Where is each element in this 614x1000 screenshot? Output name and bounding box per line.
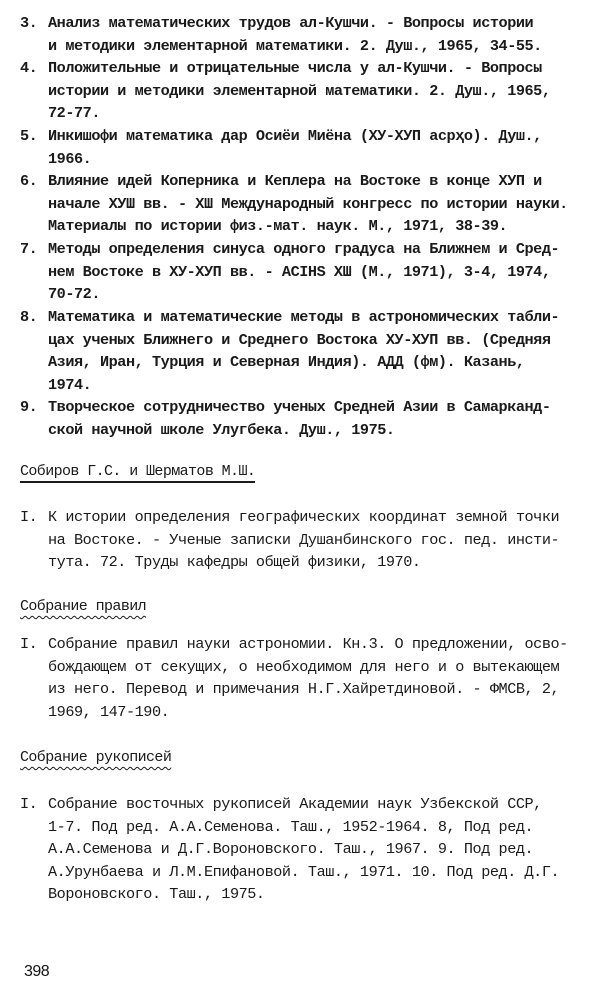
entry-text: Собрание правил науки астрономии. Кн.3. О предложении, осво- бождающем от секущих, о необходимом для него и о вытекающем из него. Перевод и примечания Н.Г.Хайретдиновой. - ФМСВ, 2, 1969, 147-190.	[48, 635, 568, 721]
entry-number: I.	[20, 635, 38, 653]
entry-text: Методы определения синуса одного градуса на Ближнем и Сред- нем Востоке в ХУ-ХУП вв. - ACIHS ХШ (М., 1971), 3-4, 1974, 70-72.	[48, 240, 560, 304]
entry-number: 6.	[20, 172, 38, 190]
entry-number: 3.	[20, 14, 38, 32]
entry-text: Математика и математические методы в астрономических табли- цах ученых Ближнего и Среднего Востока ХУ-ХУП вв. (Средняя Азия, Иран, Турция и Северная Индия). АДД (фм). Казань, 1974.	[48, 308, 560, 394]
section-heading: Собрание рукописей	[20, 749, 172, 766]
entry-text: Инкишофи математика дар Осиёи Миёна (ХУ-ХУП асрҳо). Душ., 1966.	[48, 127, 542, 168]
bibliography-entry	[20, 57, 600, 125]
entry-text: К истории определения географических координат земной точки на Востоке. - Ученые записки Душанбинского гос. пед. инсти- тута. 72. Труды кафедры общей физики, 1970.	[48, 508, 560, 572]
entry-text: Собрание восточных рукописей Академии наук Узбекской ССР, 1-7. Под ред. А.А.Семенова. Таш., 1952-1964. 8, Под ред. А.А.Семенова и Д.Г.Вороновского. Таш., 1967. 9. Под ред. А.Урунбаева и Л.М.Епифановой. Таш., 1971. 10. Под ред. Д.Г. Вороновского. Таш., 1975.	[48, 795, 560, 904]
bibliography-entry	[20, 633, 600, 723]
author-heading: Собиров Г.С. и Шерматов М.Ш.	[20, 462, 255, 482]
entry-text: Анализ математических трудов ал-Кушчи. - Вопросы истории и методики элементарной математики. 2. Душ., 1965, 34-55.	[48, 14, 542, 55]
bibliography-entry	[20, 170, 600, 238]
bibliography-entry	[20, 238, 600, 306]
bibliography-entry	[20, 125, 600, 170]
bibliography-entry	[20, 793, 600, 906]
bibliography-entry	[20, 506, 600, 574]
bibliography-entry	[20, 396, 600, 441]
bibliography-entry	[20, 306, 600, 396]
section-heading: Собрание правил	[20, 598, 147, 615]
entry-number: 5.	[20, 127, 38, 145]
bibliography-entry	[20, 12, 600, 57]
entry-text: Положительные и отрицательные числа у ал-Кушчи. - Вопросы истории и методики элементарной математики. 2. Душ., 1965, 72-77.	[48, 59, 551, 123]
entry-number: 4.	[20, 59, 38, 77]
page-number: 398	[24, 963, 50, 980]
entry-number: I.	[20, 508, 38, 526]
entry-number: 9.	[20, 398, 38, 416]
entry-number: 7.	[20, 240, 38, 258]
entry-number: I.	[20, 795, 38, 813]
entry-text: Влияние идей Коперника и Кеплера на Востоке в конце ХУП и начале ХУШ вв. - ХШ Международный конгресс по истории науки. Материалы по истории физ.-мат. наук. М., 1971, 38-39.	[48, 172, 568, 236]
entry-number: 8.	[20, 308, 38, 326]
entry-text: Творческое сотрудничество ученых Средней Азии в Самарканд- ской научной школе Улугбека. Душ., 1975.	[48, 398, 551, 439]
